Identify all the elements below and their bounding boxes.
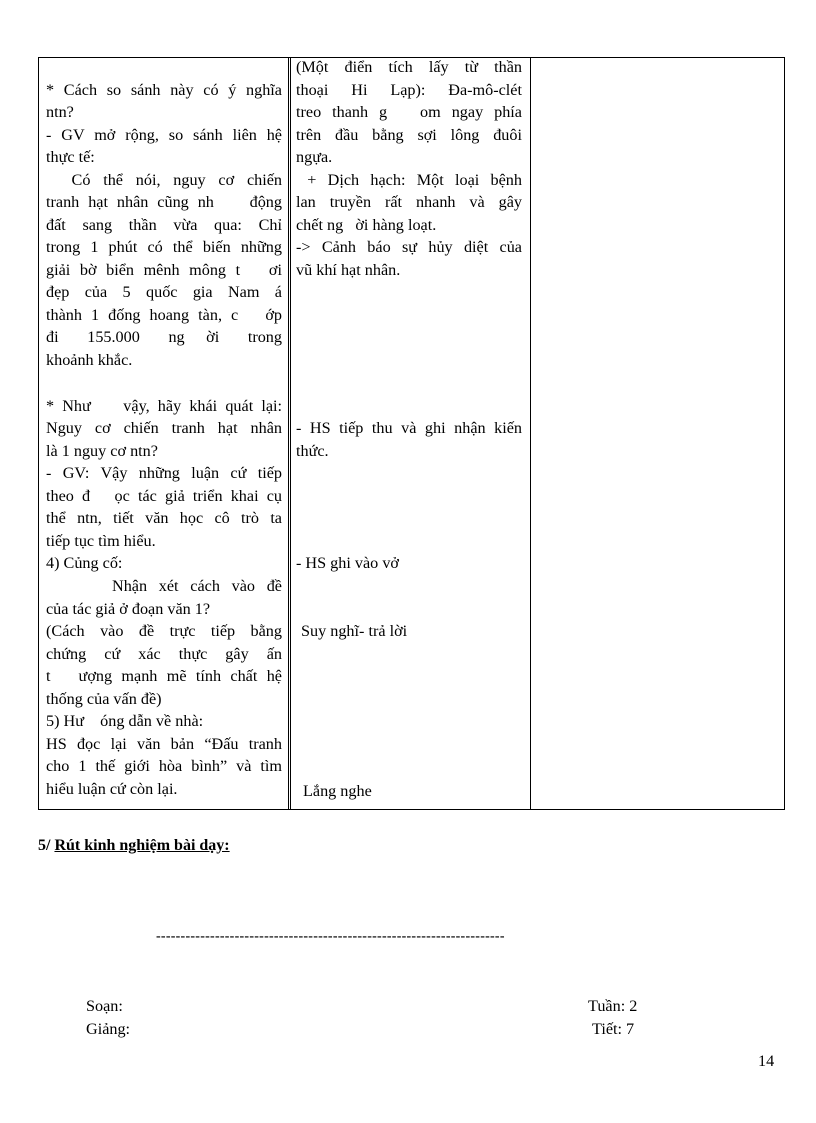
teacher-activity-line: 5) Hư óng dẫn về nhà: [46, 712, 204, 730]
teacher-activity-line: của tác giả ở đoạn văn 1? [46, 600, 211, 618]
teacher-activity-line: - GV mở rộng, so sánh liên hệ [46, 126, 282, 144]
page-number: 14 [758, 1052, 775, 1070]
teacher-activity-line: * Cách so sánh này có ý nghĩa [46, 81, 282, 99]
teacher-activity-line: tranh hạt nhân cũng nh động [46, 193, 282, 211]
teacher-activity-line: trong 1 phút có thể biến những [46, 238, 282, 256]
student-activity-line: - HS tiếp thu và ghi nhận kiến [296, 419, 522, 437]
teacher-activity-line: thể ntn, tiết văn học cô trò ta [46, 509, 282, 527]
teacher-activity-line: HS đọc lại văn bản “Đấu tranh [46, 735, 282, 753]
student-activity-line: - HS ghi vào vở [296, 554, 399, 572]
teacher-activity-line: t ượng mạnh mẽ tính chất hệ [46, 667, 282, 685]
student-activity-line: thoại Hi Lạp): Đa-mô-clét [296, 81, 522, 99]
tuan-label: Tuần: 2 [588, 997, 638, 1015]
student-activity-line: trên đầu bằng sợi lông đuôi [296, 126, 522, 144]
teacher-activity-line: - GV: Vậy những luận cứ tiếp [46, 464, 282, 482]
section-title: Rút kinh nghiệm bài dạy: [54, 837, 230, 854]
student-activity-line: lan truyền rất nhanh và gây [296, 193, 522, 211]
teacher-activity-line: (Cách vào đề trực tiếp bằng [46, 622, 282, 640]
student-activity-line: treo thanh g om ngay phía [296, 103, 522, 121]
teacher-activity-line: 4) Củng cố: [46, 554, 123, 572]
teacher-activity-line: đi 155.000 ng ời trong [46, 328, 282, 346]
teacher-activity-line: ntn? [46, 103, 74, 121]
separator-line: ----------------------------------------------------------------------- [156, 929, 505, 944]
teacher-activity-line: đất sang thần vừa qua: Chỉ [46, 216, 282, 234]
column-divider [288, 58, 289, 809]
student-activity-line: (Một điển tích lấy từ thần [296, 58, 522, 76]
column-divider [290, 58, 291, 809]
section-number: 5/ [38, 837, 51, 854]
teacher-activity-line: khoảnh khắc. [46, 351, 133, 369]
teacher-activity-line: * Như vậy, hãy khái quát lại: [46, 397, 282, 415]
teacher-activity-line: đẹp của 5 quốc gia Nam á [46, 283, 282, 301]
soan-label: Soạn: [86, 997, 123, 1015]
student-activity-line: ngựa. [296, 148, 333, 166]
teacher-activity-line: giải bờ biển mênh mông t ơi [46, 261, 282, 279]
student-activity-line: -> Cảnh báo sự hủy diệt của [296, 238, 522, 256]
student-activity-line: chết ng ời hàng loạt. [296, 216, 437, 234]
column-divider [530, 58, 531, 809]
teacher-activity-line: theo đ ọc tác giả triển khai cụ [46, 487, 282, 505]
teacher-activity-line: chứng cứ xác thực gây ấn [46, 645, 282, 663]
giang-label: Giảng: [86, 1020, 131, 1038]
student-activity-line: vũ khí hạt nhân. [296, 261, 401, 279]
student-activity-line: + Dịch hạch: Một loại bệnh [296, 171, 522, 189]
teacher-activity-line: tiếp tục tìm hiểu. [46, 532, 156, 550]
teacher-activity-line: thực tế: [46, 148, 95, 166]
student-activity-line: thức. [296, 442, 329, 460]
tiet-label: Tiết: 7 [592, 1020, 635, 1038]
teacher-activity-line: thành 1 đống hoang tàn, c ớp [46, 306, 282, 324]
student-activity-line: Suy nghĩ- trả lời [301, 622, 408, 640]
teacher-activity-line: thống của vấn đề) [46, 690, 162, 708]
teacher-activity-line: cho 1 thế giới hòa bình” và tìm [46, 757, 282, 775]
teacher-activity-line: hiểu luận cứ còn lại. [46, 780, 178, 798]
teacher-activity-line: là 1 nguy cơ ntn? [46, 442, 158, 460]
teacher-activity-line: Có thể nói, nguy cơ chiến [46, 171, 282, 189]
teacher-activity-line: Nguy cơ chiến tranh hạt nhân [46, 419, 282, 437]
section-heading [38, 837, 230, 855]
student-activity-line: Lắng nghe [303, 782, 372, 800]
teacher-activity-line: Nhận xét cách vào đề [112, 577, 282, 595]
